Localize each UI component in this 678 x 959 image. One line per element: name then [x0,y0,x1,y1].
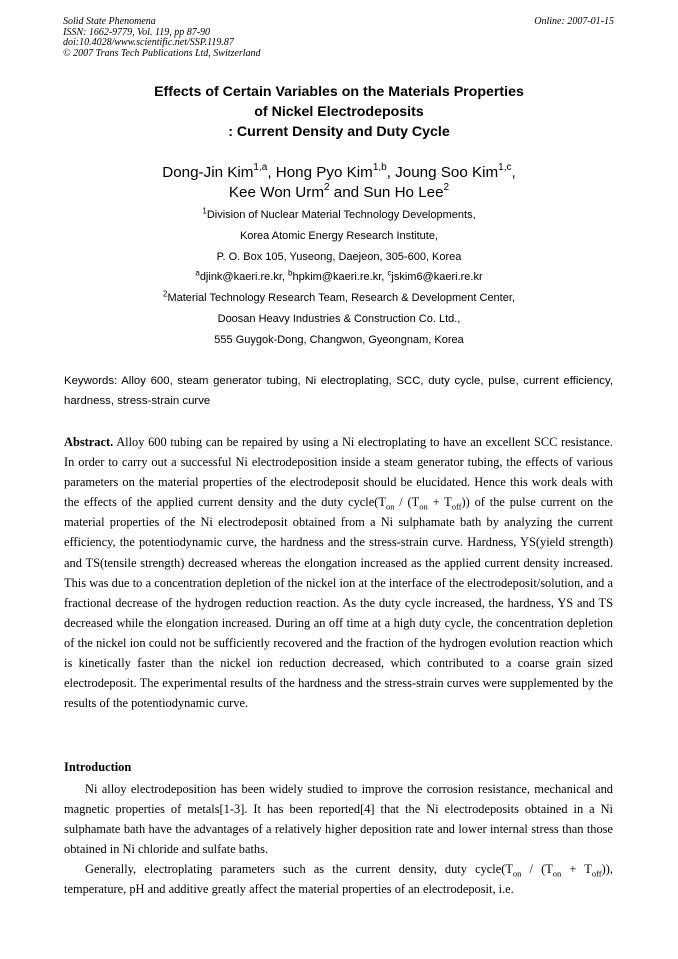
affiliation-1-inst: Korea Atomic Energy Research Institute, [239,229,439,242]
author-name: Kee Won Urm [228,184,324,201]
journal-name: Solid State Phenomena [63,16,156,27]
subscript: on [385,501,395,512]
affil-text: Material Technology Research Team, Research & Development Center, [167,292,515,305]
affil-mark: 2 [163,289,168,299]
running-header [63,17,261,59]
email-mark: c [387,268,392,278]
author-list [64,163,614,203]
copyright-line: © 2007 Trans Tech Publications Ltd, Switzerland [63,47,261,59]
affiliation-2-org [64,288,614,309]
abstract-text: Alloy 600 tubing can be repaired by using a Ni electroplating to have an excellent SCC resistance. In order to carry out a successful Ni electrodeposition inside a steam generator tubing, the effects of various parameters on the material properties of the electrodeposit should be elucidated. Hence this work deals with the effects of the applied current density and the duty cycle(T [64,435,613,510]
author-name: , Hong Pyo Kim [267,164,373,181]
email-mark: a [195,268,200,278]
paragraph [64,859,613,899]
author-line-2 [64,183,614,203]
affiliation-1-address: P. O. Box 105, Yuseong, Daejeon, 305-600, Korea [216,250,462,263]
author-affil-mark: 1,b [372,161,387,173]
affil-text: Division of Nuclear Material Technology Developments, [206,209,476,221]
author-name: , Joung Soo Kim [386,164,499,181]
section-heading: Introduction [64,760,132,774]
author-line-1 [64,163,614,183]
title-line-1: Effects of Certain Variables on the Materials Properties [154,84,524,100]
subscript: on [512,868,522,879]
paragraph-text: )), temperature, pH and additive greatly affect the material properties of an electrodeposit, i.e. [64,862,613,897]
subscript: off [451,501,462,512]
author-affil-mark: 1,c [498,161,512,173]
affiliation-1-org [64,205,614,226]
abstract-text: + T [427,495,452,510]
paragraph-text: + T [561,862,592,877]
doi-line: doi:10.4028/www.scientific.net/SSP.119.87 [63,37,234,48]
paragraph-text: Generally, electroplating parameters such as the current density, duty cycle(T [85,862,513,877]
author-affil-mark: 1,a [253,161,268,173]
email-link[interactable]: djink@kaeri.re.kr, [199,271,289,284]
author-affil-mark: 2 [443,181,450,193]
subscript: on [419,501,428,512]
affil-mark: 1 [202,206,207,216]
author-name: Dong-Jin Kim [162,164,254,181]
title-line-3: : Current Density and Duty Cycle [228,124,450,140]
paragraph: Ni alloy electrodeposition has been widely studied to improve the corrosion resistance, mechanical and magnetic properties of metals[1-3]. It has been reported[4] that the Ni electrodeposits obtained in a Ni sulphamate bath have the advantages of a relatively higher deposition rate and lower internal stress than those obtained in Ni chloride and sulfate baths. [64,782,613,857]
abstract-text: )) of the pulse current on the material properties of the Ni electrodeposit obtained from a Ni sulphamate bath by analyzing the current efficiency, the potentiodynamic curve, the hardness and the stress-strain curve. Hardness, YS(yield strength) and TS(tensile strength) decreased whereas the elongation increased as the applied current density increased. This was due to a concentration depletion of the nickel ion at the interface of the electrodeposit/solution, and a fractional decrease of the hydrogen reduction reaction. As the duty cycle increased, the hardness, YS and TS decreased while the elongation increased. During an off time at a high duty cycle, the concentration depletion of the nickel ion could not be sufficiently recovered and the fraction of the hydrogen evolution reaction which is kinetically faster than the nickel ion reduction decreased, which contributed to a coarse grain sized electrodeposit. The experimental results of the hardness and the stress-strain curves were supplemented by the results of the potentiodynamic curve. [64,495,613,711]
author-emails [64,267,614,288]
keywords: Keywords: Alloy 600, steam generator tubing, Ni electroplating, SCC, duty cycle, pulse, current efficiency, hardness, stress-strain curve [64,375,613,407]
subscript: off [591,868,602,879]
introduction-body [64,779,613,900]
email-mark: b [288,268,293,278]
author-name: and Sun Ho Lee [329,184,444,201]
email-link[interactable]: hpkim@kaeri.re.kr, [292,271,388,284]
abstract [64,432,613,713]
author-affil-mark: 2 [323,181,330,193]
affiliation-2-inst: Doosan Heavy Industries & Construction Co. Ltd., [217,312,461,325]
abstract-text: / (T [394,495,420,510]
author-separator: , [511,164,516,181]
online-date: Online: 2007-01-15 [534,16,614,27]
title-line-2: of Nickel Electrodeposits [254,104,424,120]
issn-line: ISSN: 1662-9779, Vol. 119, pp 87-90 [63,26,211,38]
abstract-label: Abstract. [64,435,114,449]
subscript: on [552,868,562,879]
affiliations [64,205,614,351]
paragraph-text: / (T [521,862,553,877]
affiliation-2-address: 555 Guygok-Dong, Changwon, Gyeongnam, Korea [214,333,464,346]
email-link[interactable]: jskim6@kaeri.re.kr [391,271,483,284]
paper-title [64,82,614,142]
